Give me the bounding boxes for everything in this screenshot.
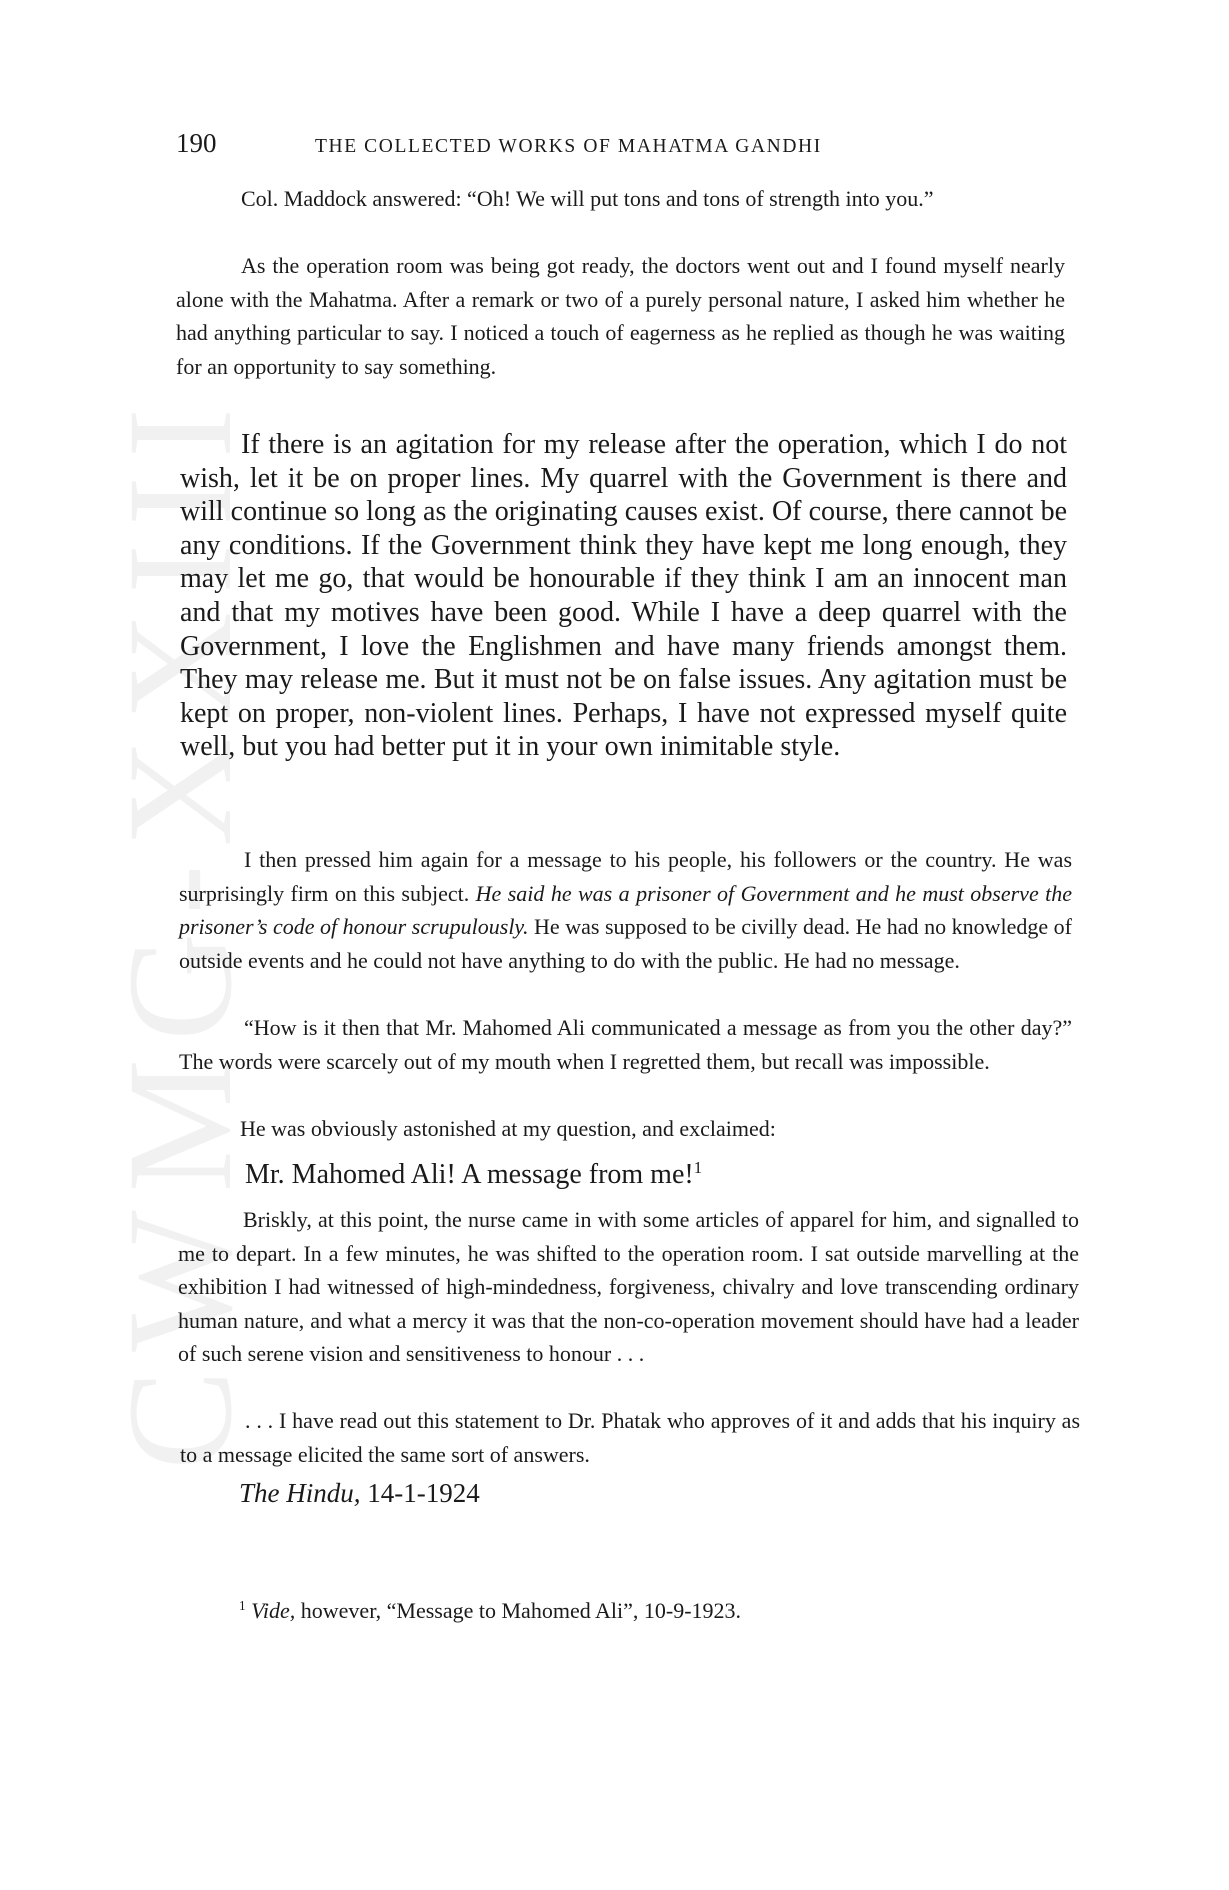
paragraph-operation-room: As the operation room was being got ready, the doctors went out and I found myself nearly alone with the Mahatma. After a remark or two of a purely personal nature, I asked him whether he had anything particular to say. I noticed a touch of eagerness as he replied as though he was waiting for an opportunity to say something.	[176, 253, 1065, 379]
paragraph-text: He was supposed to be civilly dead. He had no knowledge of outside events and he could not have anything to do with the public. He had no message.	[179, 914, 1072, 973]
footnote-vide: Vide,	[251, 1598, 296, 1623]
footnote	[239, 1598, 741, 1624]
block-quote-release: If there is an agitation for my release after the operation, which I do not wish, let it be on proper lines. My quarrel with the Government is there and will continue so long as the originating causes exist. Of course, there cannot be any conditions. If the Government think they have kept me long enough, they may let me go, that would be honourable if they think I am an innocent man and that my motives have been good. While I have a deep quarrel with the Government, I love the Englishmen and have many friends amongst them. They may release me. But it must not be on false issues. Any agitation must be kept on proper, non-violent lines. Perhaps, I have not expressed myself quite well, but you had better put it in your own inimitable style.	[180, 429, 1067, 763]
paragraph-text: I then pressed him again for a message to his people, his followers or the country. He was surprisingly firm on this subject.	[179, 847, 1072, 906]
watermark-text: CWMG-XXIII	[97, 390, 263, 1470]
paragraph-maddock: Col. Maddock answered: “Oh! We will put tons and tons of strength into you.”	[241, 186, 934, 211]
paragraph-message-request	[179, 843, 1072, 977]
paragraph-nurse: Briskly, at this point, the nurse came in with some articles of apparel for him, and signalled to me to depart. In a few minutes, he was shifted to the operation room. I sat outside marvelling at the exhibition I had witnessed of high-mindedness, forgiveness, chivalry and love transcending ordinary human nature, and what a mercy it was that the non-co-operation movement should have had a leader of such serene vision and sensitiveness to honour . . .	[178, 1207, 1079, 1367]
page-header	[176, 128, 1076, 168]
page-number: 190	[176, 128, 217, 158]
source-date: 14-1-1924	[367, 1478, 480, 1508]
block-quote-exclamation	[245, 1158, 1072, 1192]
paragraph-phatak: . . . I have read out this statement to Dr. Phatak who approves of it and adds that his inquiry as to a message elicited the same sort of answers.	[180, 1408, 1080, 1467]
footnote-text: however, “Message to Mahomed Ali”, 10-9-1923.	[300, 1598, 742, 1623]
footnote-mark: 1	[239, 1598, 246, 1614]
paragraph-mahomed-ali-question: “How is it then that Mr. Mahomed Ali communicated a message as from you the other day?” The words were scarcely out of my mouth when I regretted them, but recall was impossible.	[179, 1015, 1072, 1074]
footnote-reference: 1	[693, 1157, 703, 1177]
source-publication: The Hindu,	[239, 1478, 361, 1508]
source-citation	[239, 1478, 480, 1509]
paragraph-astonished: He was obviously astonished at my question, and exclaimed:	[240, 1116, 776, 1141]
running-head: THE COLLECTED WORKS OF MAHATMA GANDHI	[315, 136, 822, 157]
italic-text: He said he was a prisoner of Government and he must observe the prisoner’s code of honour scrupulously.	[179, 880, 1072, 940]
quote-text: Mr. Mahomed Ali! A message from me!	[245, 1159, 694, 1190]
